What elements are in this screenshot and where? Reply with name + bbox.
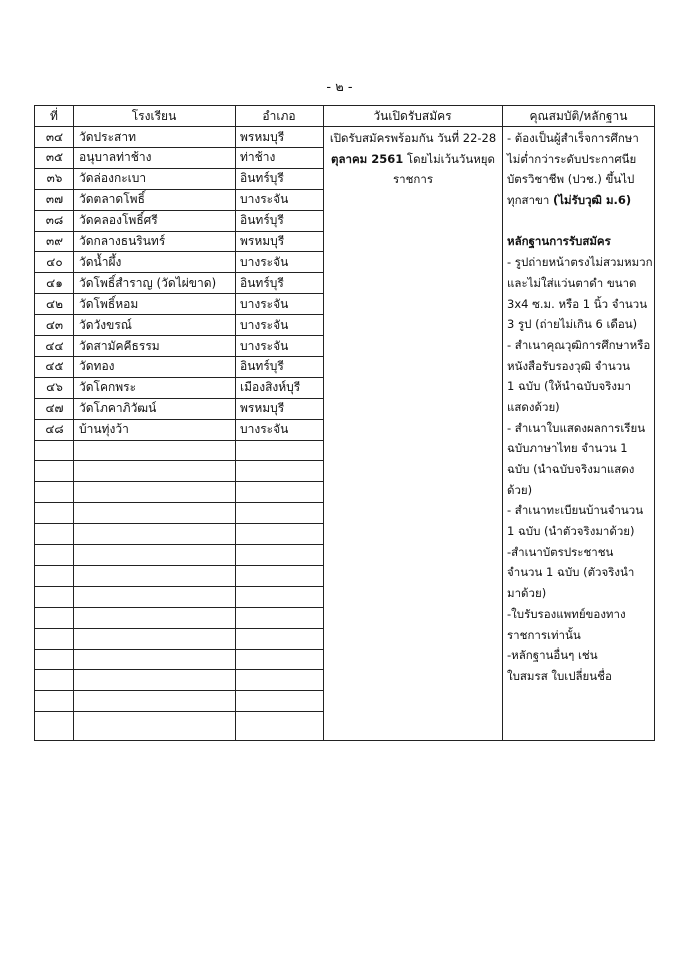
- district-name: บางระจัน: [240, 317, 289, 332]
- district-name: เมืองสิงห์บุรี: [240, 380, 301, 395]
- evidence-line: ฉบับ (นำฉบับจริงมาแสดง: [507, 462, 635, 476]
- district-name: อินทร์บุรี: [240, 275, 284, 290]
- evidence-line: ด้วย): [507, 482, 533, 497]
- school-name: วัดคลองโพธิ์ศรี: [79, 213, 158, 228]
- district-name: พรหมบุรี: [240, 401, 285, 416]
- row-divider: [35, 586, 323, 587]
- row-number: ๓๕: [45, 150, 64, 165]
- row-divider: [35, 628, 323, 629]
- evidence-line: -ใบรับรองแพทย์ของทาง: [507, 606, 626, 621]
- row-divider: [35, 669, 323, 670]
- blank-line: [507, 211, 655, 232]
- row-divider: [35, 607, 323, 608]
- open-date-line-3: ราชการ: [392, 172, 434, 186]
- school-name: วัดประสาท: [79, 129, 137, 144]
- district-name: พรหมบุรี: [240, 234, 285, 248]
- row-divider: [35, 544, 323, 545]
- school-name: วัดล่องกะเบา: [79, 171, 147, 186]
- row-number: ๔๗: [45, 401, 64, 416]
- evidence-line: มาด้วย): [507, 586, 547, 601]
- row-number: ๔๕: [45, 359, 64, 374]
- open-date-cell: [324, 128, 502, 190]
- row-number: ๓๘: [45, 213, 64, 228]
- district-name: อินทร์บุรี: [240, 359, 284, 374]
- row-divider: [35, 649, 323, 650]
- evidence-line: - รูปถ่ายหน้าตรงไม่สวมหมวก: [507, 255, 653, 270]
- evidence-line: ฉบับภาษาไทย จำนวน 1: [507, 441, 628, 456]
- row-number: ๔๓: [45, 317, 64, 332]
- school-name: วัดวังขรณ์: [79, 317, 132, 332]
- school-name: วัดตลาดโพธิ์: [79, 192, 145, 207]
- evidence-heading: หลักฐานการรับสมัคร: [507, 234, 611, 249]
- evidence-line: 3 รูป (ถ่ายไม่เกิน 6 เดือน): [507, 317, 638, 332]
- header-district: อำเภอ: [262, 109, 296, 123]
- evidence-line: 1 ฉบับ (ให้นำฉบับจริงมา: [507, 379, 632, 394]
- qualification-line: [507, 190, 655, 211]
- school-name: อนุบาลท่าช้าง: [79, 150, 152, 165]
- open-date-note: โดยไม่เว้นวันหยุด: [403, 151, 496, 166]
- qualification-line: - ต้องเป็นผู้สำเร็จการศึกษา: [507, 131, 639, 145]
- qualification-exclusion: (ไม่รับวุฒิ ม.6): [553, 193, 632, 208]
- row-number: ๓๖: [46, 171, 63, 186]
- column-divider: [502, 106, 503, 740]
- district-name: อินทร์บุรี: [240, 171, 284, 186]
- district-name: ท่าช้าง: [240, 150, 276, 165]
- school-name: วัดน้ำผึ้ง: [79, 254, 122, 269]
- evidence-line: และไม่ใส่แว่นตาดำ ขนาด: [507, 275, 637, 290]
- row-divider: [35, 690, 323, 691]
- school-name: วัดสามัคคีธรรม: [79, 338, 160, 353]
- header-school: โรงเรียน: [131, 109, 177, 123]
- header-no: ที่: [50, 109, 58, 123]
- school-name: วัดโพธิ์หอม: [79, 296, 139, 311]
- header-open-date: วันเปิดรับสมัคร: [373, 109, 452, 123]
- open-date-month: ตุลาคม 2561: [330, 151, 404, 166]
- row-number: ๓๙: [46, 234, 63, 248]
- header-qualification: คุณสมบัติ/หลักฐาน: [529, 109, 628, 123]
- school-name: วัดโคกพระ: [79, 380, 137, 395]
- district-name: บางระจัน: [240, 254, 289, 269]
- evidence-line: จำนวน 1 ฉบับ (ตัวจริงนำ: [507, 565, 635, 580]
- row-number: ๔๑: [46, 275, 63, 290]
- row-divider: [35, 523, 323, 524]
- district-name: พรหมบุรี: [240, 129, 285, 144]
- evidence-line: 3x4 ซ.ม. หรือ 1 นิ้ว จำนวน: [507, 296, 648, 311]
- row-number: ๓๗: [45, 192, 64, 207]
- evidence-line: แสดงด้วย): [507, 399, 560, 414]
- evidence-line: ราชการเท่านั้น: [507, 627, 581, 642]
- district-name: บางระจัน: [240, 338, 289, 353]
- district-name: บางระจัน: [240, 422, 289, 437]
- row-number: ๓๔: [45, 129, 64, 144]
- school-table: [34, 105, 655, 741]
- district-name: บางระจัน: [240, 192, 289, 207]
- evidence-line: หนังสือรับรองวุฒิ จำนวน: [507, 358, 631, 373]
- row-divider: [35, 711, 323, 712]
- open-date-line-2: [324, 149, 502, 170]
- school-name: วัดทอง: [79, 359, 115, 374]
- evidence-line: -หลักฐานอื่นๆ เช่น: [507, 648, 598, 663]
- row-divider: [35, 565, 323, 566]
- district-name: อินทร์บุรี: [240, 213, 284, 228]
- qualification-line: ไม่ต่ำกว่าระดับประกาศนีย: [507, 151, 637, 166]
- evidence-line: - สำเนาใบแสดงผลการเรียน: [507, 420, 646, 435]
- row-number: ๔๘: [45, 422, 64, 437]
- row-divider: [35, 460, 323, 461]
- school-name: วัดโภคาภิวัฒน์: [79, 401, 157, 416]
- school-name: วัดโพธิ์สำราญ (วัดไผ่ขาด): [79, 275, 217, 290]
- evidence-line: - สำเนาทะเบียนบ้านจำนวน: [507, 503, 644, 518]
- row-number: ๔๖: [46, 380, 63, 395]
- qualification-line: บัตรวิชาชีพ (ปวช.) ขึ้นไป: [507, 172, 635, 187]
- qualification-cell: [507, 128, 655, 687]
- row-number: ๔๒: [46, 296, 63, 311]
- school-name: บ้านทุ่งว้า: [79, 422, 129, 437]
- row-number: ๔๔: [45, 338, 64, 353]
- evidence-line: - สำเนาคุณวุฒิการศึกษาหรือ: [507, 337, 651, 352]
- evidence-line: 1 ฉบับ (นำตัวจริงมาด้วย): [507, 524, 635, 539]
- row-divider: [35, 481, 323, 482]
- column-divider: [235, 106, 236, 740]
- row-divider: [35, 502, 323, 503]
- district-name: บางระจัน: [240, 296, 289, 311]
- qualification-text: ทุกสาขา: [507, 193, 553, 208]
- open-date-line-1: เปิดรับสมัครพร้อมกัน วันที่ 22-28: [329, 131, 497, 145]
- evidence-line: ใบสมรส ใบเปลี่ยนชื่อ: [507, 668, 612, 683]
- evidence-line: -สำเนาบัตรประชาชน: [507, 544, 614, 559]
- school-name: วัดกลางธนรินทร์: [79, 234, 166, 248]
- row-number: ๔๐: [46, 254, 63, 269]
- page-number: - ๒ -: [326, 80, 353, 95]
